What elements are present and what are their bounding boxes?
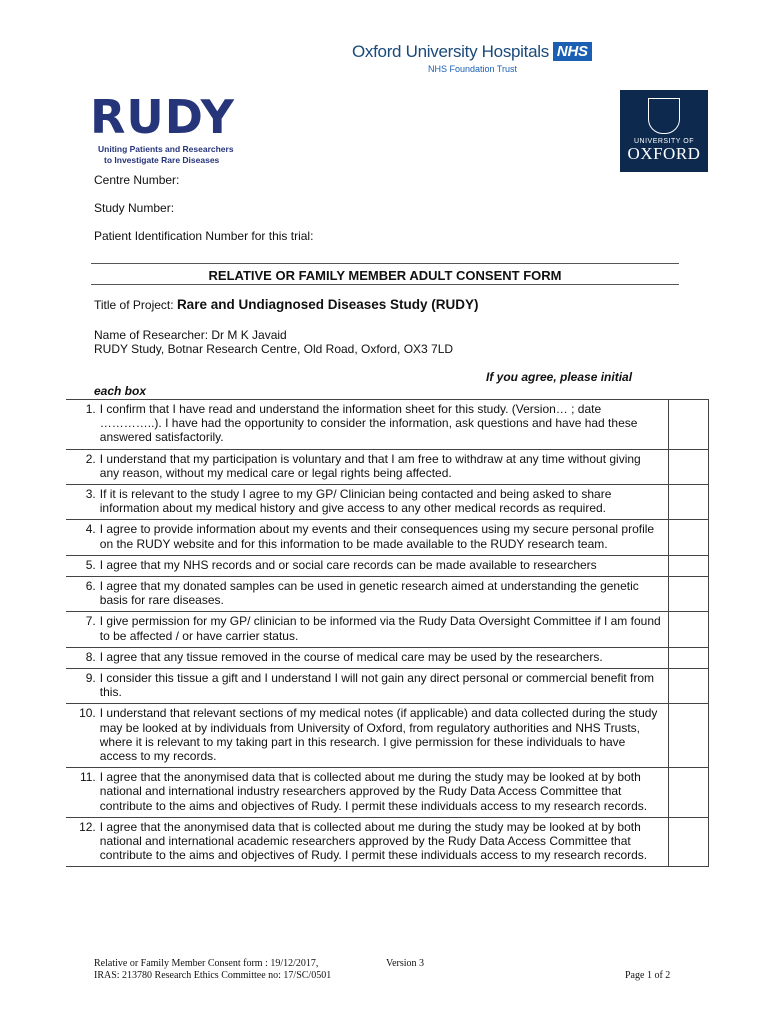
initial-box[interactable] [668,817,708,867]
ouh-name-text: Oxford University Hospitals [352,42,549,61]
consent-item-number: 5. [66,555,96,576]
consent-item-text: I agree to provide information about my events and their consequences using my secure personal profile on the RUDY website and for this information to be made available to the RUDY research team. [96,520,668,555]
researcher-name: Name of Researcher: Dr M K Javaid [94,328,287,342]
consent-item-row [66,577,709,612]
consent-item-text: I give permission for my GP/ clinician to be informed via the Rudy Data Oversight Committee if I am found to be affected / or have carrier status. [96,612,668,647]
rudy-wordmark: RUDY [90,90,235,144]
initial-instruction-cont: each box [94,384,147,398]
form-title: RELATIVE OR FAMILY MEMBER ADULT CONSENT FORM [208,268,562,283]
patient-id-label: Patient Identification Number for this trial: [94,229,314,243]
consent-item-row [66,669,709,704]
initial-box[interactable] [668,704,708,768]
footer-line1: Relative or Family Member Consent form : 19/12/2017, [94,958,319,969]
initial-box[interactable] [668,577,708,612]
consent-item-row [66,400,709,450]
consent-item-row [66,647,709,668]
title-rule-bottom [91,284,679,285]
consent-table [66,399,709,867]
consent-item-row [66,555,709,576]
consent-item-row [66,612,709,647]
rudy-tagline-2: to Investigate Rare Diseases [104,155,220,165]
oxford-logo [620,90,708,172]
ouh-name [352,42,588,62]
consent-item-text: If it is relevant to the study I agree to my GP/ Clinician being contacted and being asked to share information about my medical history and give access to any other medical records as required. [96,485,668,520]
researcher-address: RUDY Study, Botnar Research Centre, Old Road, Oxford, OX3 7LD [94,342,454,356]
initial-box[interactable] [668,400,708,450]
consent-item-number: 9. [66,669,96,704]
initial-box[interactable] [668,669,708,704]
consent-item-number: 12. [66,817,96,867]
footer-page: Page 1 of 2 [625,970,671,981]
consent-item-text: I confirm that I have read and understand the information sheet for this study. (Version… ; date …………..). I have had the opportunity to consider the information, ask questions and have had these answered satisfactorily. [96,400,668,450]
rudy-tagline-1: Uniting Patients and Researchers [98,144,234,154]
project-title [94,297,479,312]
initial-box[interactable] [668,647,708,668]
initial-box[interactable] [668,485,708,520]
title-rule-top [91,263,679,264]
oxford-line1: UNIVERSITY OF [633,138,695,145]
oxford-crest-icon [648,98,680,134]
oxford-line2: OXFORD [627,144,701,163]
consent-item-number: 4. [66,520,96,555]
consent-item-number: 11. [66,768,96,818]
consent-item-row [66,704,709,768]
consent-item-row [66,817,709,867]
initial-box[interactable] [668,768,708,818]
ouh-subtitle: NHS Foundation Trust [428,64,518,74]
consent-item-number: 7. [66,612,96,647]
initial-instruction: If you agree, please initial [486,370,633,384]
consent-item-number: 6. [66,577,96,612]
study-number-label: Study Number: [94,201,175,215]
consent-item-text: I agree that the anonymised data that is collected about me during the study may be looked at by both national and international academic researchers approved by the Rudy Data Access Committee that contribute to the aims and objectives of Rudy. I permit these individuals access to my research records. [96,817,668,867]
centre-number-label: Centre Number: [94,173,180,187]
nhs-badge: NHS [553,42,592,61]
initial-box[interactable] [668,449,708,484]
consent-item-row [66,485,709,520]
consent-item-number: 8. [66,647,96,668]
consent-item-text: I understand that relevant sections of my medical notes (if applicable) and data collected during the study may be looked at by individuals from University of Oxford, from regulatory authorities and NHS Trusts, where it is relevant to my taking part in this research. I give permission for these individuals to have access to my records. [96,704,668,768]
consent-item-text: I agree that the anonymised data that is collected about me during the study may be looked at by both national and international industry researchers approved by the Rudy Data Access Committee that contribute to the aims and objectives of Rudy. I permit these individuals access to my research records. [96,768,668,818]
initial-box[interactable] [668,555,708,576]
consent-item-row [66,520,709,555]
consent-item-row [66,449,709,484]
consent-item-text: I agree that my NHS records and or social care records can be made available to researchers [96,555,668,576]
project-label: Title of Project: [94,298,174,312]
consent-item-text: I agree that my donated samples can be used in genetic research aimed at understanding the genetic basis for rare diseases. [96,577,668,612]
consent-item-text: I understand that my participation is voluntary and that I am free to withdraw at any time without giving any reason, without my medical care or legal rights being affected. [96,449,668,484]
footer-version: Version 3 [386,958,425,969]
rudy-logo [90,90,250,165]
initial-box[interactable] [668,520,708,555]
footer-line2: IRAS: 213780 Research Ethics Committee no: 17/SC/0501 [94,970,332,981]
consent-item-number: 10. [66,704,96,768]
initial-box[interactable] [668,612,708,647]
consent-item-row [66,768,709,818]
consent-item-number: 1. [66,400,96,450]
consent-item-text: I agree that any tissue removed in the course of medical care may be used by the researchers. [96,647,668,668]
ouh-logo [352,42,588,74]
consent-item-number: 3. [66,485,96,520]
consent-item-number: 2. [66,449,96,484]
consent-item-text: I consider this tissue a gift and I understand I will not gain any direct personal or commercial benefit from this. [96,669,668,704]
project-name: Rare and Undiagnosed Diseases Study (RUDY) [176,297,479,312]
